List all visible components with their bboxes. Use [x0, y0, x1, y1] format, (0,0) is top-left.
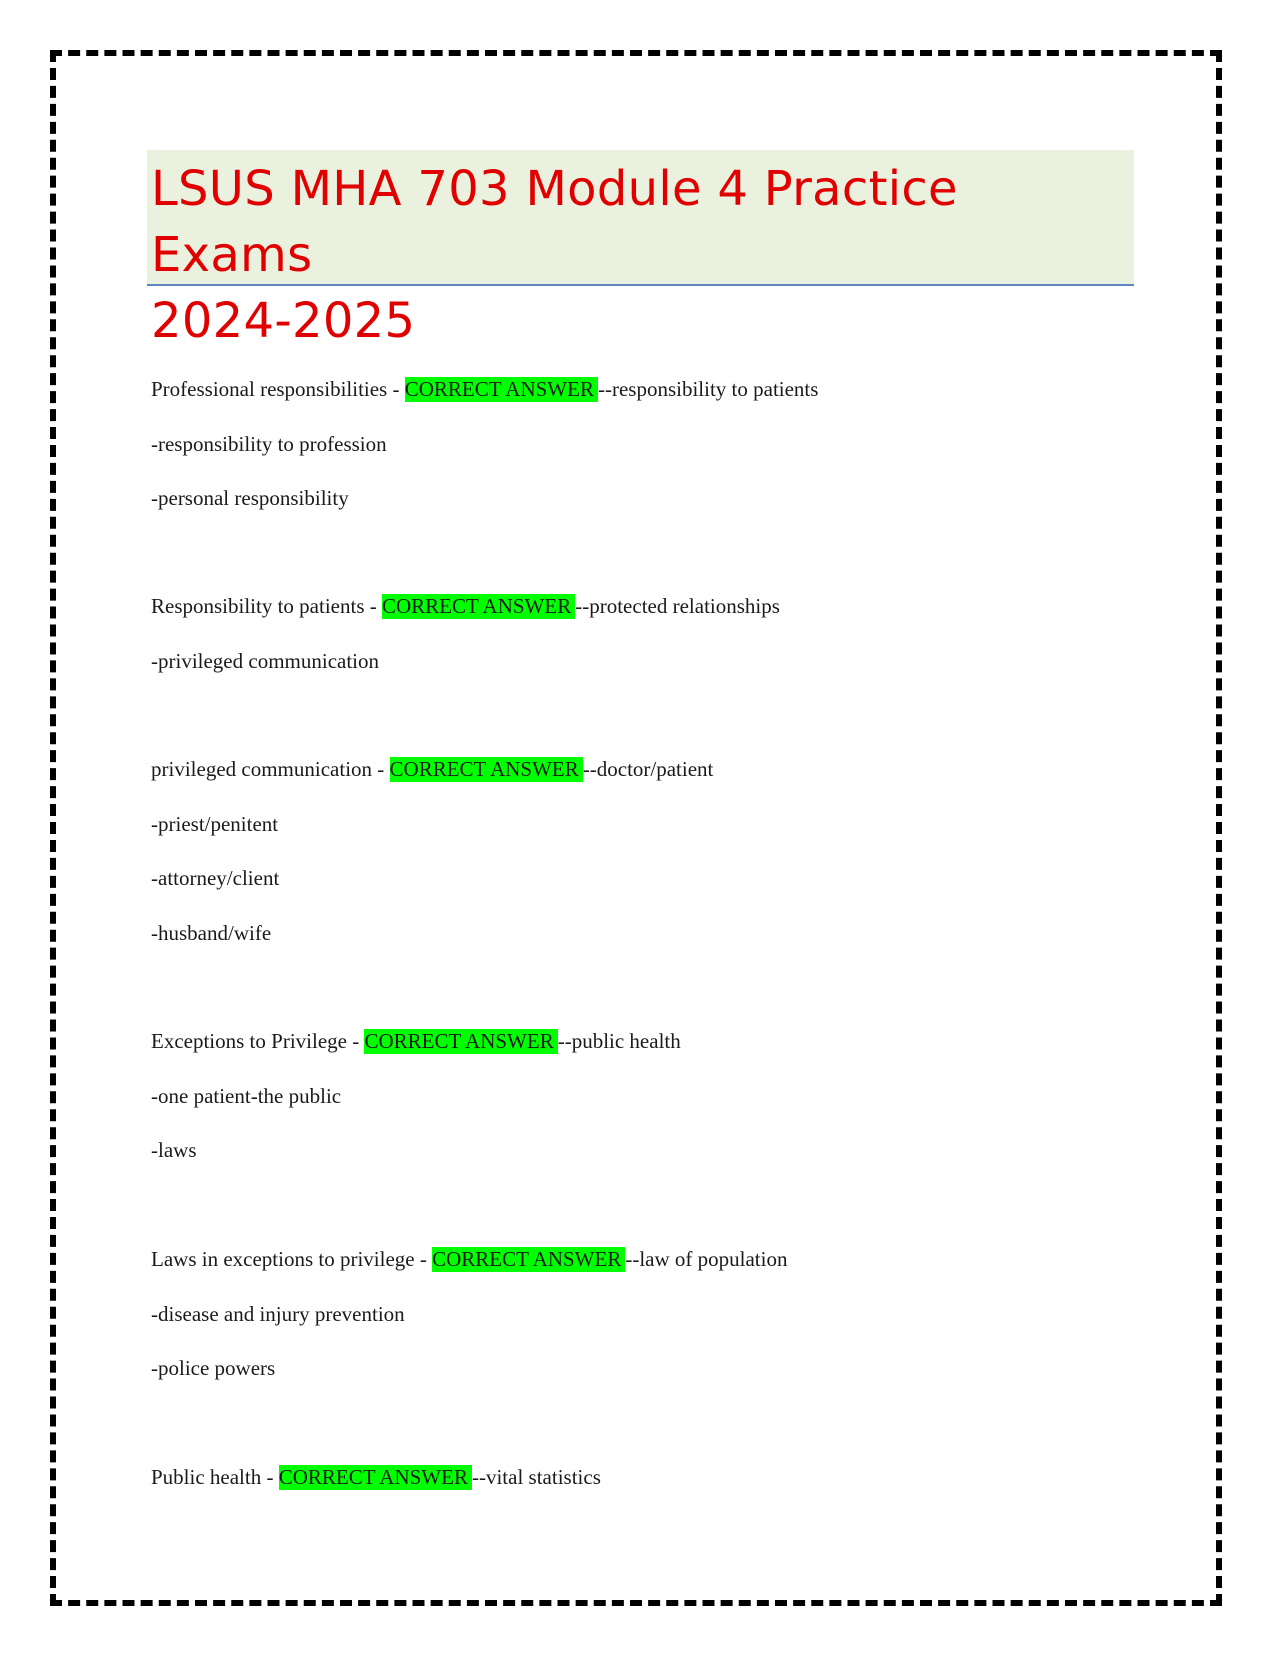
correct-answer-highlight: CORRECT ANSWER: [390, 757, 583, 782]
qa-answer: --responsibility to patients: [597, 377, 819, 401]
qa-answer-line: -personal responsibility: [151, 486, 349, 510]
qa-answer: --protected relationships: [575, 594, 780, 618]
correct-answer-highlight: CORRECT ANSWER: [364, 1029, 557, 1054]
qa-answer-line: -priest/penitent: [151, 811, 279, 836]
qa-answer: --vital statistics: [471, 1465, 601, 1489]
correct-answer-highlight: CORRECT ANSWER: [432, 1247, 625, 1272]
title-line-1: LSUS MHA 703 Module 4 Practice Exams: [151, 161, 958, 283]
qa-question-line: [151, 1245, 787, 1273]
qa-term: Professional responsibilities -: [151, 377, 405, 401]
qa-term: Responsibility to patients -: [151, 594, 382, 618]
qa-question-line: [151, 1027, 681, 1055]
qa-answer-line: -husband/wife: [151, 920, 272, 945]
qa-answer-line: -one patient-the public: [151, 1083, 342, 1108]
qa-item-exceptions-to-privilege: [151, 1027, 681, 1191]
qa-term: Exceptions to Privilege -: [151, 1029, 365, 1053]
qa-question-line: [151, 592, 780, 620]
qa-question-line: [151, 375, 818, 403]
qa-answer-line: -attorney/client: [151, 866, 280, 890]
qa-item-public-health: [151, 1463, 601, 1518]
qa-answer: --public health: [557, 1029, 681, 1053]
title-line-2: 2024-2025: [151, 293, 416, 349]
qa-term: Laws in exceptions to privilege -: [151, 1247, 433, 1271]
correct-answer-highlight: CORRECT ANSWER: [382, 594, 575, 619]
correct-answer-highlight: CORRECT ANSWER: [279, 1465, 472, 1490]
qa-item-privileged-communication: [151, 755, 713, 973]
qa-question-line: [151, 755, 713, 783]
qa-item-laws-in-exceptions: [151, 1245, 787, 1409]
qa-answer-line: -police powers: [151, 1356, 276, 1380]
qa-item-responsibility-to-patients: [151, 592, 780, 701]
qa-answer: --doctor/patient: [582, 757, 714, 781]
document-title: [151, 156, 1130, 354]
qa-item-professional-responsibilities: [151, 375, 818, 539]
correct-answer-highlight: CORRECT ANSWER: [405, 377, 598, 402]
qa-answer-line: -disease and injury prevention: [151, 1301, 405, 1326]
qa-answer-line: -responsibility to profession: [151, 431, 387, 456]
qa-term: privileged communication -: [151, 757, 390, 781]
qa-question-line: [151, 1463, 601, 1491]
qa-term: Public health -: [151, 1465, 279, 1489]
qa-answer-line: -laws: [151, 1138, 197, 1162]
qa-answer-line: -privileged communication: [151, 648, 380, 673]
title-banner: [147, 150, 1134, 349]
qa-answer: --law of population: [625, 1247, 788, 1271]
